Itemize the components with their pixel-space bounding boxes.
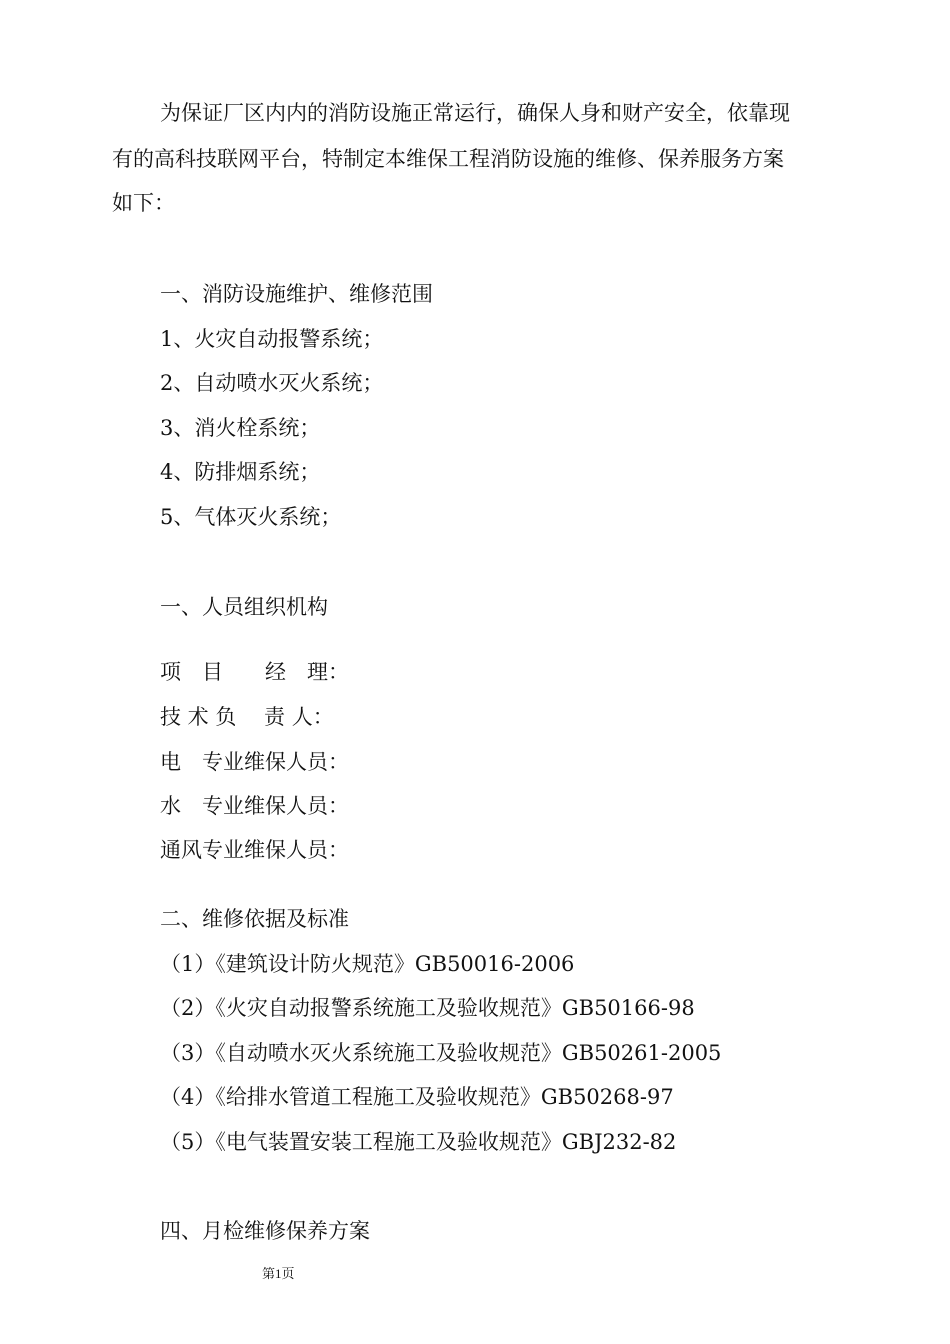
staff-row-ventilation: 通风专业维保人员： — [160, 838, 349, 862]
standard-item: （2）《火灾自动报警系统施工及验收规范》GB50166-98 — [160, 996, 695, 1020]
page-number: 第1页 — [262, 1266, 295, 1281]
scope-item: 5、气体灭火系统； — [160, 505, 342, 529]
standard-item: （3）《自动喷水灭火系统施工及验收规范》GB50261-2005 — [160, 1041, 722, 1065]
standard-item: （4）《给排水管道工程施工及验收规范》GB50268-97 — [160, 1085, 674, 1109]
staff-row-electrical: 电 专业维保人员： — [160, 750, 349, 774]
standards-heading: 二、维修依据及标准 — [160, 907, 349, 931]
scope-item: 1、火灾自动报警系统； — [160, 327, 384, 351]
standard-item: （5）《电气装置安装工程施工及验收规范》GBJ232-82 — [160, 1130, 677, 1154]
scope-item: 3、消火栓系统； — [160, 416, 321, 440]
intro-line-1: 为保证厂区内内的消防设施正常运行，确保人身和财产安全，依靠现 — [160, 101, 790, 125]
monthly-heading: 四、月检维修保养方案 — [160, 1219, 370, 1243]
scope-item: 4、防排烟系统； — [160, 460, 321, 484]
scope-heading: 一、消防设施维护、维修范围 — [160, 282, 433, 306]
staff-row-project-manager: 项 目 经 理： — [160, 660, 349, 684]
staff-row-technical-lead: 技 术 负 责 人： — [160, 705, 334, 729]
intro-line-3: 如下： — [112, 191, 175, 215]
scope-item: 2、自动喷水灭火系统； — [160, 371, 384, 395]
staff-heading: 一、人员组织机构 — [160, 595, 328, 619]
staff-row-water: 水 专业维保人员： — [160, 794, 349, 818]
standard-item: （1）《建筑设计防火规范》GB50016-2006 — [160, 952, 575, 976]
intro-line-2: 有的高科技联网平台，特制定本维保工程消防设施的维修、保养服务方案 — [112, 147, 784, 171]
